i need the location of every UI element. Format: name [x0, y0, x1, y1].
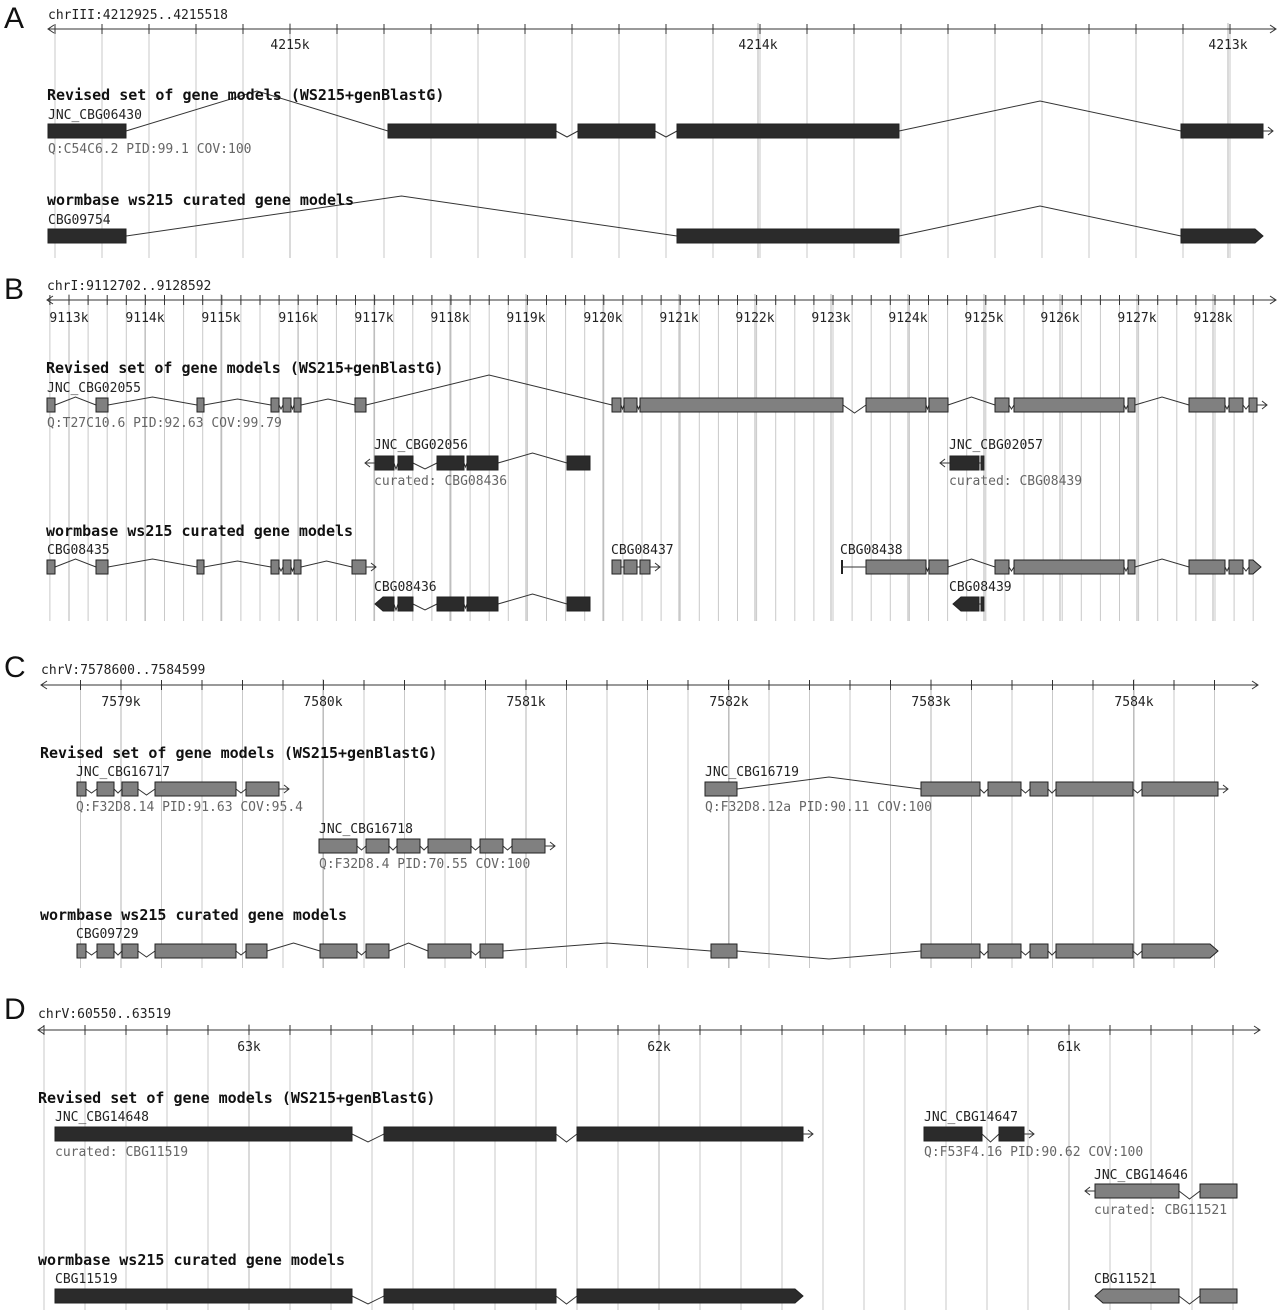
exon-block: [48, 229, 126, 243]
intron-line: [301, 399, 355, 405]
exon-block: [640, 398, 843, 412]
exon-block: [1095, 1289, 1179, 1303]
panel-c-coord-label: chrV:7578600..7584599: [41, 663, 206, 678]
exon-block: [47, 560, 55, 574]
intron-line: [267, 943, 320, 951]
panel-b-curated-track-title: wormbase ws215 curated gene models: [46, 522, 354, 540]
panel-d-tick-label: 62k: [647, 1040, 671, 1055]
exon-block: [711, 944, 737, 958]
intron-line: [420, 846, 428, 850]
exon-block: [384, 1127, 556, 1141]
exon-block: [1014, 560, 1124, 574]
gene-label: JNC_CBG16717: [76, 765, 170, 780]
intron-line: [55, 397, 96, 405]
panel-a-curated-track-title: wormbase ws215 curated gene models: [47, 191, 355, 209]
exon-block: [320, 944, 357, 958]
intron-line: [556, 131, 578, 137]
exon-block: [271, 560, 279, 574]
gene-description: Q:F32D8.14 PID:91.63 COV:95.4: [76, 800, 303, 815]
gene-label: JNC_CBG02057: [949, 438, 1043, 453]
intron-line: [1009, 567, 1014, 571]
exon-block: [271, 398, 279, 412]
exon-block: [155, 782, 236, 796]
exon-block: [640, 560, 650, 574]
intron-line: [1225, 405, 1229, 409]
gene-label: CBG08437: [611, 543, 674, 558]
exon-block: [1030, 782, 1048, 796]
gene-label: JNC_CBG14646: [1094, 1168, 1188, 1183]
panel-b-tick-label: 9126k: [1040, 311, 1080, 326]
exon-block: [567, 597, 590, 611]
intron-line: [980, 951, 988, 955]
exon-block: [97, 782, 114, 796]
exon-block: [1181, 229, 1263, 243]
exon-block: [1200, 1184, 1237, 1198]
panel-a-coord-label: chrIII:4212925..4215518: [48, 8, 229, 23]
gene-label: JNC_CBG02056: [374, 438, 468, 453]
exon-block: [988, 944, 1021, 958]
exon-block: [397, 839, 420, 853]
panel-b-tick-label: 9116k: [278, 311, 318, 326]
exon-block: [398, 597, 413, 611]
exon-block: [384, 1289, 556, 1303]
exon-block: [294, 398, 301, 412]
panel-c-curated-track-title: wormbase ws215 curated gene models: [40, 906, 348, 924]
panel-c-letter: C: [4, 651, 26, 684]
exon-block: [950, 456, 979, 470]
exon-block: [319, 839, 357, 853]
exon-block: [1030, 944, 1048, 958]
exon-block: [122, 782, 138, 796]
panel-a-tick-label: 4214k: [738, 38, 778, 53]
panel-b-tick-label: 9123k: [811, 311, 851, 326]
gene-description: Q:C54C6.2 PID:99.1 COV:100: [48, 142, 252, 157]
exon-block: [924, 1127, 982, 1141]
intron-line: [236, 789, 246, 793]
intron-line: [1179, 1191, 1200, 1199]
intron-line: [471, 846, 480, 850]
panel-d-tick-label: 63k: [237, 1040, 261, 1055]
panel-c-tick-label: 7583k: [911, 695, 951, 710]
panel-d-coord-label: chrV:60550..63519: [38, 1007, 172, 1022]
exon-block: [981, 456, 984, 470]
exon-block: [929, 560, 948, 574]
panel-b-revised-track-title: Revised set of gene models (WS215+genBlastG): [46, 359, 444, 377]
panel-b-tick-label: 9119k: [506, 311, 546, 326]
exon-block: [1142, 944, 1218, 958]
intron-line: [413, 463, 437, 469]
exon-block: [375, 456, 394, 470]
gene-description: curated: CBG11521: [1094, 1203, 1228, 1218]
panel-b-letter: B: [4, 273, 25, 306]
exon-block: [437, 456, 464, 470]
panel-b-tick-label: 9113k: [49, 311, 89, 326]
exon-block: [197, 398, 204, 412]
panel-d-revised-track-title: Revised set of gene models (WS215+genBlastG): [38, 1089, 436, 1107]
exon-block: [866, 560, 926, 574]
panel-a-tick-label: 4213k: [1208, 38, 1248, 53]
panel-c-revised-track-title: Revised set of gene models (WS215+genBlastG): [40, 744, 438, 762]
exon-block: [77, 782, 86, 796]
panel-c-tick-label: 7581k: [506, 695, 546, 710]
exon-block: [246, 944, 267, 958]
intron-line: [948, 559, 995, 567]
intron-line: [737, 951, 921, 959]
gene-description: curated: CBG08436: [374, 474, 508, 489]
exon-block: [999, 1127, 1024, 1141]
panel-c-tick-label: 7582k: [709, 695, 749, 710]
exon-block: [1056, 944, 1133, 958]
gene-label: CBG09729: [76, 927, 139, 942]
exon-block: [48, 124, 126, 138]
exon-block: [1142, 782, 1218, 796]
exon-block: [1200, 1289, 1237, 1303]
exon-block: [480, 839, 503, 853]
exon-block: [197, 560, 204, 574]
intron-line: [980, 789, 988, 793]
intron-line: [1225, 567, 1229, 571]
intron-line: [1135, 559, 1189, 567]
exon-block: [294, 560, 301, 574]
exon-block: [577, 1289, 803, 1303]
intron-line: [394, 604, 398, 610]
exon-block: [55, 1289, 352, 1303]
panel-b-tick-label: 9125k: [964, 311, 1004, 326]
gene-description: curated: CBG11519: [55, 1145, 189, 1160]
panel-b-tick-label: 9122k: [735, 311, 775, 326]
gene-label: JNC_CBG14648: [55, 1110, 149, 1125]
exon-block: [1249, 398, 1257, 412]
exon-block: [953, 597, 979, 611]
panel-b-tick-label: 9121k: [659, 311, 699, 326]
intron-line: [352, 1296, 384, 1304]
intron-line: [1179, 1296, 1200, 1304]
exon-block: [567, 456, 590, 470]
gene-description: Q:T27C10.6 PID:92.63 COV:99.79: [47, 416, 282, 431]
exon-block: [437, 597, 464, 611]
gene-label: JNC_CBG06430: [48, 108, 142, 123]
exon-block: [352, 560, 366, 574]
intron-line: [471, 951, 480, 955]
exon-block: [677, 124, 899, 138]
exon-block: [246, 782, 279, 796]
gene-description: Q:F32D8.4 PID:70.55 COV:100: [319, 857, 531, 872]
intron-line: [843, 405, 866, 413]
intron-line: [1243, 405, 1249, 409]
exon-block: [988, 782, 1021, 796]
exon-block: [577, 1127, 803, 1141]
panel-b-tick-label: 9124k: [888, 311, 928, 326]
intron-line: [204, 561, 271, 567]
intron-line: [1009, 405, 1014, 409]
exon-block: [366, 839, 389, 853]
exon-block: [995, 398, 1009, 412]
panel-a-letter: A: [4, 2, 25, 35]
exon-block: [1056, 782, 1133, 796]
exon-block: [981, 597, 984, 611]
exon-block: [1014, 398, 1124, 412]
panel-b-coord-label: chrI:9112702..9128592: [47, 279, 212, 294]
intron-line: [138, 789, 155, 795]
exon-block: [122, 944, 138, 958]
panel-c-tick-label: 7579k: [101, 695, 141, 710]
panel-b-tick-label: 9127k: [1117, 311, 1157, 326]
intron-line: [389, 846, 397, 850]
gene-label: JNC_CBG16719: [705, 765, 799, 780]
exon-block: [512, 839, 545, 853]
intron-line: [86, 951, 97, 955]
exon-block: [97, 944, 114, 958]
panel-a-revised-track-title: Revised set of gene models (WS215+genBlastG): [47, 86, 445, 104]
panel-c-tick-label: 7580k: [303, 695, 343, 710]
intron-line: [503, 846, 512, 850]
gene-description: Q:F32D8.12a PID:90.11 COV:100: [705, 800, 932, 815]
exon-block: [1249, 560, 1261, 574]
panel-b-tick-label: 9114k: [125, 311, 165, 326]
intron-line: [236, 951, 246, 955]
intron-line: [1124, 567, 1128, 571]
exon-block: [705, 782, 737, 796]
exon-block: [866, 398, 926, 412]
intron-line: [86, 789, 97, 793]
gene-description: Q:F53F4.16 PID:90.62 COV:100: [924, 1145, 1144, 1160]
panel-c-tick-label: 7584k: [1114, 695, 1154, 710]
gene-label: JNC_CBG14647: [924, 1110, 1018, 1125]
gene-label: CBG08438: [840, 543, 903, 558]
intron-line: [413, 604, 437, 610]
exon-block: [77, 944, 86, 958]
panel-b-tick-label: 9115k: [201, 311, 241, 326]
intron-line: [899, 101, 1181, 131]
exon-block: [155, 944, 236, 958]
intron-line: [556, 1296, 577, 1304]
exon-block: [355, 398, 366, 412]
intron-line: [357, 846, 366, 850]
intron-line: [1021, 789, 1030, 793]
panel-d-curated-track-title: wormbase ws215 curated gene models: [38, 1251, 346, 1269]
intron-line: [899, 206, 1181, 236]
panel-b-tick-label: 9117k: [354, 311, 394, 326]
intron-line: [352, 1134, 384, 1142]
exon-block: [1181, 124, 1263, 138]
gene-label: JNC_CBG02055: [47, 381, 141, 396]
panel-d-tick-label: 61k: [1057, 1040, 1081, 1055]
intron-line: [556, 1134, 577, 1142]
exon-block: [1128, 398, 1135, 412]
exon-block: [929, 398, 948, 412]
intron-line: [55, 559, 96, 567]
intron-line: [1124, 405, 1128, 409]
gene-label: CBG11519: [55, 1272, 118, 1287]
intron-line: [301, 561, 352, 567]
panel-a-tick-label: 4215k: [270, 38, 310, 53]
exon-block: [283, 398, 291, 412]
exon-block: [467, 456, 498, 470]
exon-block: [624, 560, 637, 574]
exon-block: [995, 560, 1009, 574]
exon-block: [1189, 398, 1225, 412]
exon-block: [55, 1127, 352, 1141]
exon-block: [1095, 1184, 1179, 1198]
gene-label: JNC_CBG16718: [319, 822, 413, 837]
gene-label: CBG09754: [48, 213, 111, 228]
panel-b-tick-label: 9128k: [1193, 311, 1233, 326]
exon-block: [624, 398, 637, 412]
intron-line: [394, 463, 398, 469]
exon-block: [612, 398, 621, 412]
exon-block: [578, 124, 655, 138]
intron-line: [138, 951, 155, 957]
exon-block: [428, 839, 471, 853]
exon-block: [47, 398, 55, 412]
gene-description: curated: CBG08439: [949, 474, 1083, 489]
exon-block: [921, 782, 980, 796]
exon-block: [921, 944, 980, 958]
exon-block: [283, 560, 291, 574]
exon-block: [480, 944, 503, 958]
intron-line: [389, 943, 428, 951]
exon-block: [677, 229, 899, 243]
exon-block: [1229, 398, 1243, 412]
gene-label: CBG11521: [1094, 1272, 1157, 1287]
intron-line: [1243, 567, 1249, 571]
gene-label: CBG08436: [374, 580, 437, 595]
exon-block: [96, 560, 108, 574]
exon-block: [1189, 560, 1225, 574]
gene-label: CBG08439: [949, 580, 1012, 595]
exon-block: [398, 456, 413, 470]
panel-d-letter: D: [4, 993, 26, 1026]
exon-block: [96, 398, 108, 412]
panel-b-tick-label: 9118k: [430, 311, 470, 326]
intron-line: [204, 399, 271, 405]
intron-line: [1021, 951, 1030, 955]
intron-line: [982, 1134, 999, 1142]
exon-block: [1229, 560, 1243, 574]
intron-line: [357, 951, 366, 955]
exon-block: [612, 560, 621, 574]
exon-block: [467, 597, 498, 611]
panel-b-tick-label: 9120k: [583, 311, 623, 326]
exon-block: [366, 944, 389, 958]
exon-block: [428, 944, 471, 958]
exon-block: [388, 124, 556, 138]
intron-line: [948, 397, 995, 405]
intron-line: [1135, 397, 1189, 405]
gene-label: CBG08435: [47, 543, 110, 558]
exon-block: [1128, 560, 1135, 574]
exon-block: [375, 597, 394, 611]
